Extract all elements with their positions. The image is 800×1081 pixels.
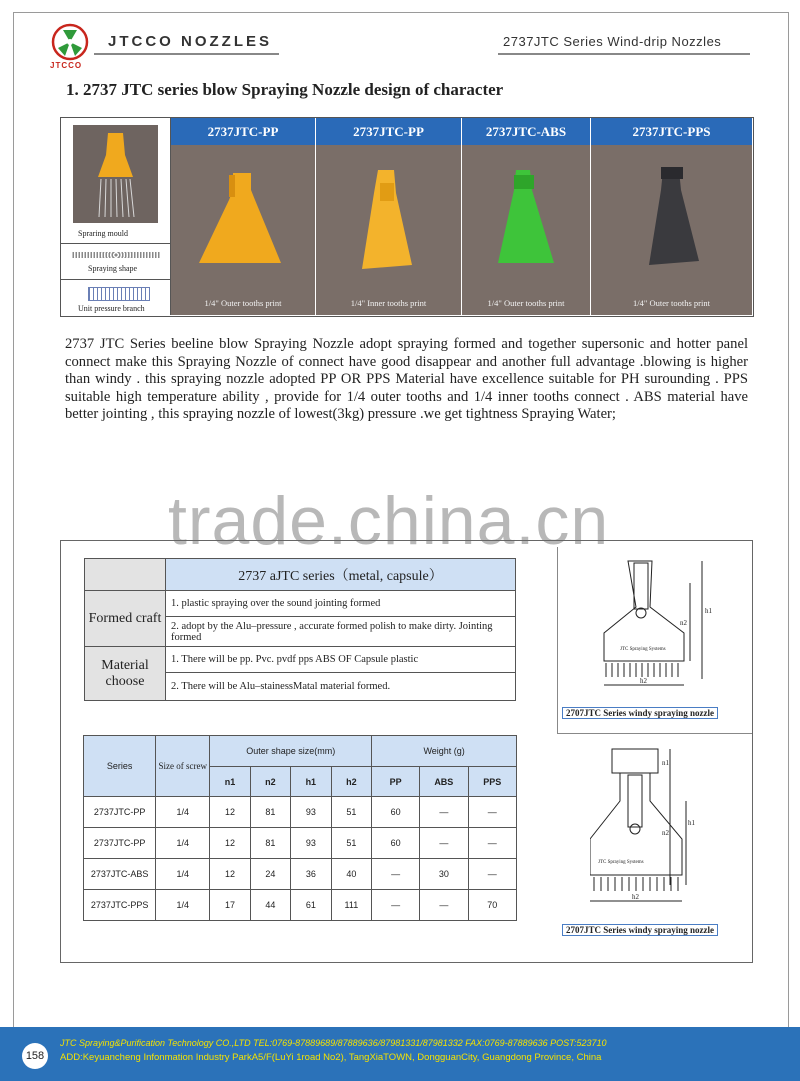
jtcco-logo-icon <box>49 22 91 64</box>
cell: — <box>468 797 516 828</box>
cell: 93 <box>291 828 331 859</box>
mould-nozzle-icon <box>73 125 158 223</box>
nozzle-icon <box>316 145 461 295</box>
footer-address: ADD:Keyuancheng Infonmation Industry ParkA5/F(LuYi 1road No2), TangXiaTOWN, DongguanCity, Guangdong Province, China <box>60 1052 602 1063</box>
col-caption: 1/4" Inner tooths print <box>350 298 427 308</box>
sub-header: PP <box>372 767 420 797</box>
cell: 24 <box>250 859 290 890</box>
section-title: 1. 2737 JTC series blow Spraying Nozzle design of character <box>66 80 504 99</box>
cell: 81 <box>250 828 290 859</box>
product-photo-pp-outer <box>171 145 315 315</box>
diagram-caption-bottom: 2707JTC Series windy spraying nozzle <box>562 924 718 936</box>
cell: 12 <box>210 797 250 828</box>
drawing-inner-text: JTC Spraying Systems <box>598 860 644 865</box>
table-row <box>84 890 517 921</box>
footer-company: JTC Spraying&Purification Technology CO.,LTD TEL:0769-87889689/87889636/87981331/87981332 FAX:0769-87889636 POST:523710 <box>60 1038 607 1048</box>
dimension-table <box>83 735 517 921</box>
nozzle-drawing-top <box>590 553 720 693</box>
sub-header: h1 <box>291 767 331 797</box>
col-caption: 1/4" Outer tooths print <box>633 298 710 308</box>
label-h2: h2 <box>632 893 639 901</box>
col-title: 2737JTC-PP <box>171 118 315 145</box>
col-caption: 1/4" Outer tooths print <box>487 298 565 308</box>
diagram-caption-top: 2707JTC Series windy spraying nozzle <box>562 707 718 719</box>
header-weight: Weight (g) <box>372 736 517 767</box>
description-paragraph: 2737 JTC Series beeline blow Spraying Nozzle adopt spraying formed and together supersonic and hotter panel connect make this Spraying Nozzle of connect have good disappear and another full advantage .blowing is higher than windy . this spraying nozzle adopted PP OR PPS Material have excellence suitable for PH surounding . PPS suitable high temperature ability , provide for 1/4 outer tooths and 1/4 inner tooths connect . ABS material have better jointing , this spraying nozzle of lowest(3kg) pressure .we get tightness Spraying Water; <box>65 336 748 423</box>
spec-label: Formed craft <box>85 591 166 647</box>
table-row <box>84 859 517 890</box>
sub-header: PPS <box>468 767 516 797</box>
cell: — <box>420 890 468 921</box>
cell: 60 <box>372 828 420 859</box>
sub-header: ABS <box>420 767 468 797</box>
product-photo-pps <box>591 145 752 315</box>
spec-item: 2. adopt by the Alu–pressure , accurate formed polish to make dirty. Jointing formed <box>166 617 516 647</box>
cell: 2737JTC-ABS <box>84 859 156 890</box>
cell: — <box>420 828 468 859</box>
brand-underline <box>94 53 279 55</box>
cell: 12 <box>210 828 250 859</box>
page-number: 158 <box>22 1043 48 1069</box>
cell: 2737JTC-PP <box>84 828 156 859</box>
label-n2: n2 <box>680 619 687 627</box>
cell: 1/4 <box>156 859 210 890</box>
cell: — <box>372 859 420 890</box>
nozzle-icon <box>462 145 590 295</box>
header-outer-size: Outer shape size(mm) <box>210 736 372 767</box>
sub-header: n2 <box>250 767 290 797</box>
cell: 1/4 <box>156 828 210 859</box>
col-title: 2737JTC-PPS <box>591 118 752 145</box>
drawing-inner-text: JTC Spraying Systems <box>620 647 666 652</box>
cell: 60 <box>372 797 420 828</box>
header-series: Series <box>84 736 156 797</box>
divider <box>60 243 170 244</box>
spec-title: 2737 aJTC series（metal, capsule） <box>166 559 516 591</box>
cell: 61 <box>291 890 331 921</box>
label-n2: n2 <box>662 829 669 837</box>
label-h1: h1 <box>705 607 712 615</box>
cell: 70 <box>468 890 516 921</box>
label-h2: h2 <box>640 677 647 685</box>
spec-table <box>84 558 516 701</box>
cell: 44 <box>250 890 290 921</box>
col-caption: 1/4" Outer tooths print <box>204 298 282 308</box>
nozzle-icon <box>591 145 752 295</box>
cell: 36 <box>291 859 331 890</box>
sub-header: n1 <box>210 767 250 797</box>
label-n1: n1 <box>662 759 669 767</box>
pressure-branch-icon <box>88 287 150 301</box>
cell: 40 <box>331 859 372 890</box>
sub-header: h2 <box>331 767 372 797</box>
product-photo-pp-inner <box>316 145 461 315</box>
table-row <box>84 828 517 859</box>
mould-caption: Spraring mould <box>78 229 128 238</box>
product-photo-abs <box>462 145 590 315</box>
cell: 1/4 <box>156 797 210 828</box>
cell: 93 <box>291 797 331 828</box>
table-row <box>84 797 517 828</box>
cell: — <box>468 828 516 859</box>
cell: — <box>468 859 516 890</box>
spec-item: 1. There will be pp. Pvc. pvdf pps ABS OF Capsule plastic <box>166 647 516 673</box>
spec-label: Material choose <box>85 647 166 701</box>
cell: 1/4 <box>156 890 210 921</box>
label-h1: h1 <box>688 819 695 827</box>
cell: 111 <box>331 890 372 921</box>
nozzle-drawing-bottom <box>590 745 720 910</box>
cell: — <box>372 890 420 921</box>
spec-item: 2. There will be Alu–stainessMatal material formed. <box>166 673 516 701</box>
divider <box>60 279 170 280</box>
shape-caption: Spraying shape <box>88 264 138 273</box>
spec-item: 1. plastic spraying over the sound jointing formed <box>166 591 516 617</box>
cell: 30 <box>420 859 468 890</box>
cell: 51 <box>331 797 372 828</box>
spec-corner <box>85 559 166 591</box>
cell: 81 <box>250 797 290 828</box>
cell: 51 <box>331 828 372 859</box>
cell: 17 <box>210 890 250 921</box>
col-title: 2737JTC-PP <box>316 118 461 145</box>
brand-name: JTCCO NOZZLES <box>108 33 273 50</box>
header-size: Size of screw <box>156 736 210 797</box>
cell: 12 <box>210 859 250 890</box>
cell: 2737JTC-PPS <box>84 890 156 921</box>
watermark: trade.china.cn <box>168 483 610 559</box>
nozzle-icon <box>171 145 315 295</box>
spray-shape-dots <box>72 252 160 258</box>
cell: 2737JTC-PP <box>84 797 156 828</box>
logo-text: JTCCO <box>50 61 83 70</box>
col-title: 2737JTC-ABS <box>462 118 590 145</box>
cell: — <box>420 797 468 828</box>
series-underline <box>498 53 750 55</box>
mould-photo <box>73 125 158 223</box>
series-title: 2737JTC Series Wind-drip Nozzles <box>503 34 722 49</box>
branch-caption: Unit pressure branch <box>78 304 145 313</box>
